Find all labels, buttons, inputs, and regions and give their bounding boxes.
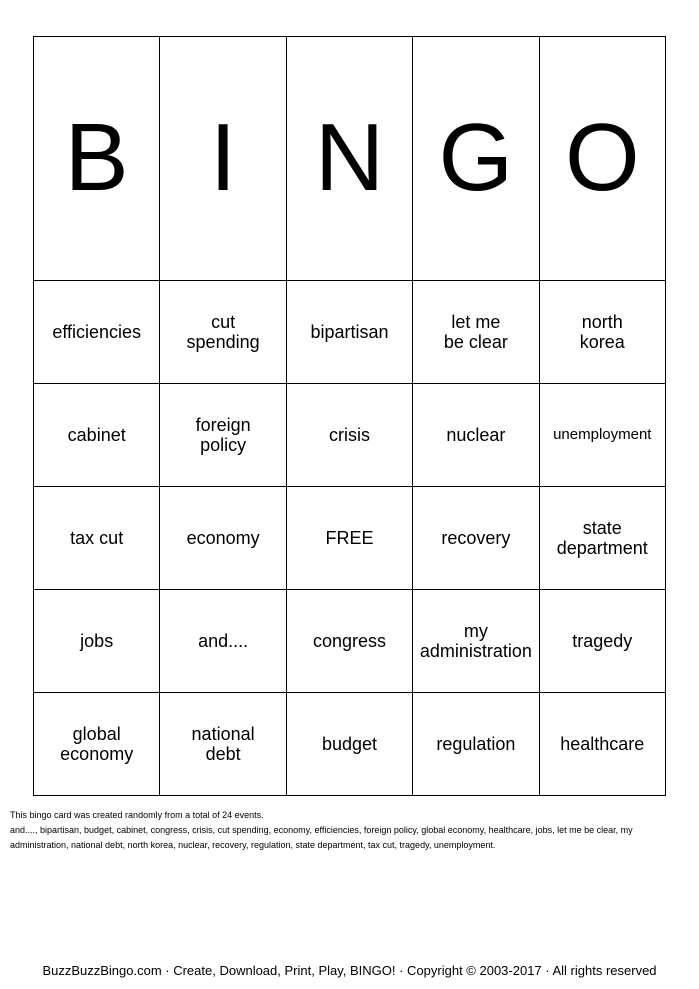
header-letter-g: G: [413, 37, 539, 281]
bingo-cell: state department: [539, 486, 665, 589]
bingo-cell: my administration: [413, 589, 539, 692]
bingo-cell: tragedy: [539, 589, 665, 692]
bingo-row: [34, 589, 666, 692]
bingo-cell: recovery: [413, 486, 539, 589]
bingo-cell: tax cut: [34, 486, 160, 589]
bingo-card: [33, 36, 666, 796]
bingo-cell: cabinet: [34, 383, 160, 486]
free-space-cell: FREE: [286, 486, 412, 589]
bingo-cell: north korea: [539, 280, 665, 383]
bingo-row: [34, 280, 666, 383]
bingo-cell: cut spending: [160, 280, 286, 383]
header-letter-o: O: [539, 37, 665, 281]
bingo-cell: healthcare: [539, 692, 665, 795]
header-letter-b: B: [34, 37, 160, 281]
bingo-cell: let me be clear: [413, 280, 539, 383]
bingo-cell: global economy: [34, 692, 160, 795]
bingo-row: [34, 692, 666, 795]
bingo-cell: congress: [286, 589, 412, 692]
bingo-row: [34, 486, 666, 589]
header-letter-n: N: [286, 37, 412, 281]
bingo-cell: unemployment: [539, 383, 665, 486]
bingo-cell: economy: [160, 486, 286, 589]
card-info-summary: This bingo card was created randomly from a total of 24 events.: [10, 810, 264, 820]
bingo-cell: budget: [286, 692, 412, 795]
bingo-cell: bipartisan: [286, 280, 412, 383]
header-letter-i: I: [160, 37, 286, 281]
card-info-event-list: and...., bipartisan, budget, cabinet, congress, crisis, cut spending, economy, efficiencies, foreign policy, global economy, healthcare, jobs, let me be clear, my administration, national debt, north korea, nuclear, recovery, regulation, state department, tax cut, tragedy, unemployment.: [10, 825, 633, 850]
bingo-cell: foreign policy: [160, 383, 286, 486]
bingo-cell: regulation: [413, 692, 539, 795]
bingo-row: [34, 383, 666, 486]
page-footer: BuzzBuzzBingo.com · Create, Download, Print, Play, BINGO! · Copyright © 2003-2017 · All rights reserved: [42, 963, 657, 978]
bingo-cell: crisis: [286, 383, 412, 486]
bingo-cell: national debt: [160, 692, 286, 795]
bingo-cell: jobs: [34, 589, 160, 692]
bingo-header-row: [34, 37, 666, 281]
bingo-cell: nuclear: [413, 383, 539, 486]
bingo-cell: and....: [160, 589, 286, 692]
card-info: [10, 808, 690, 853]
bingo-cell: efficiencies: [34, 280, 160, 383]
